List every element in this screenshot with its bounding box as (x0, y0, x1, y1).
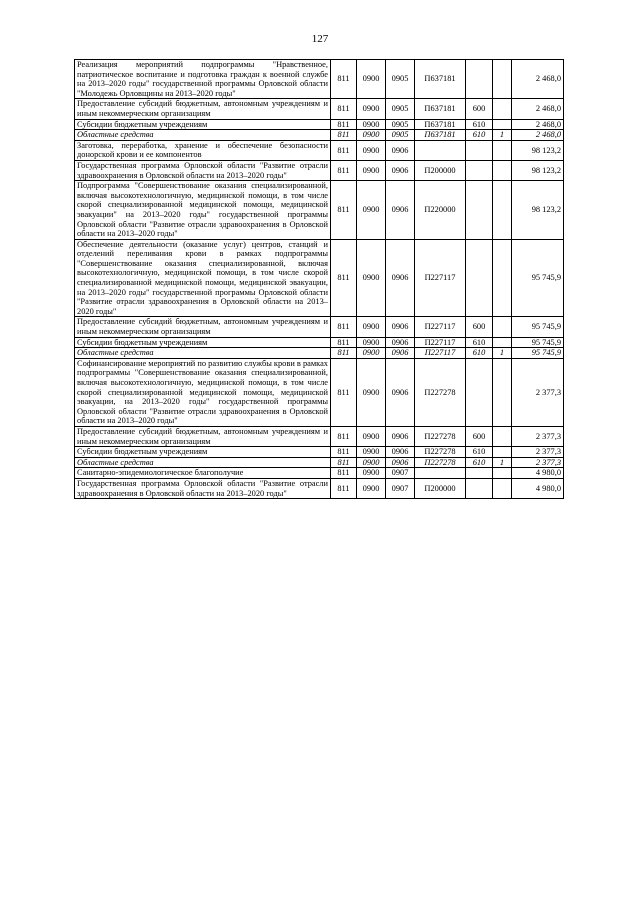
row-target-article-cell: П227117 (415, 317, 466, 337)
row-section-cell: 0900 (357, 99, 386, 119)
row-source-cell (493, 119, 512, 130)
table-row (75, 181, 564, 240)
row-section-cell: 0900 (357, 130, 386, 141)
row-target-article-cell: П220000 (415, 181, 466, 240)
row-amount-cell: 2 468,0 (512, 60, 564, 99)
row-target-article-cell: П227278 (415, 426, 466, 446)
row-source-cell: 1 (493, 130, 512, 141)
row-target-article-cell: П200000 (415, 160, 466, 180)
table-row (75, 348, 564, 359)
row-expense-type-cell: 610 (466, 337, 493, 348)
row-source-cell (493, 60, 512, 99)
row-grbs-cell: 811 (331, 337, 357, 348)
row-source-cell (493, 358, 512, 426)
row-grbs-cell: 811 (331, 447, 357, 458)
row-section-cell: 0900 (357, 358, 386, 426)
row-source-cell (493, 160, 512, 180)
table-row (75, 99, 564, 119)
row-source-cell (493, 181, 512, 240)
row-grbs-cell: 811 (331, 426, 357, 446)
row-amount-cell: 2 468,0 (512, 119, 564, 130)
row-expense-type-cell (466, 140, 493, 160)
row-expense-type-cell (466, 358, 493, 426)
row-name-cell: Государственная программа Орловской области "Развитие отрасли здравоохранения в Орловской области на 2013–2020 годы" (75, 478, 331, 498)
row-name-cell: Областные средства (75, 130, 331, 141)
row-section-cell: 0900 (357, 447, 386, 458)
row-grbs-cell: 811 (331, 457, 357, 468)
row-target-article-cell: П227117 (415, 239, 466, 317)
table-row (75, 337, 564, 348)
page-number: 127 (311, 33, 329, 45)
row-subsection-cell: 0906 (386, 181, 415, 240)
row-expense-type-cell (466, 181, 493, 240)
row-section-cell: 0900 (357, 337, 386, 348)
row-section-cell: 0900 (357, 478, 386, 498)
row-section-cell: 0900 (357, 426, 386, 446)
row-grbs-cell: 811 (331, 160, 357, 180)
row-target-article-cell: П637181 (415, 60, 466, 99)
row-subsection-cell: 0906 (386, 358, 415, 426)
row-section-cell: 0900 (357, 457, 386, 468)
row-name-cell: Субсидии бюджетным учреждениям (75, 119, 331, 130)
row-amount-cell: 98 123,2 (512, 160, 564, 180)
table-row (75, 358, 564, 426)
row-subsection-cell: 0906 (386, 447, 415, 458)
row-section-cell: 0900 (357, 181, 386, 240)
row-amount-cell: 98 123,2 (512, 140, 564, 160)
row-source-cell: 1 (493, 348, 512, 359)
row-expense-type-cell: 610 (466, 119, 493, 130)
row-name-cell: Областные средства (75, 348, 331, 359)
row-subsection-cell: 0906 (386, 140, 415, 160)
row-amount-cell: 2 377,3 (512, 457, 564, 468)
row-amount-cell: 2 468,0 (512, 130, 564, 141)
table-row (75, 119, 564, 130)
row-subsection-cell: 0906 (386, 426, 415, 446)
row-section-cell: 0900 (357, 140, 386, 160)
row-section-cell: 0900 (357, 468, 386, 479)
row-target-article-cell: П227278 (415, 457, 466, 468)
budget-table (74, 59, 564, 499)
row-expense-type-cell (466, 60, 493, 99)
row-name-cell: Санитарно-эпидемиологическое благополучие (75, 468, 331, 479)
table-row (75, 140, 564, 160)
row-name-cell: Реализация мероприятий подпрограммы "Нравственное, патриотическое воспитание и подготовка граждан к военной службе на 2013–2020 годы" государственной программы Орловской области "Молодежь Орловщины на 2013–2020 годы" (75, 60, 331, 99)
row-source-cell (493, 239, 512, 317)
row-target-article-cell: П637181 (415, 99, 466, 119)
row-grbs-cell: 811 (331, 60, 357, 99)
row-target-article-cell: П227278 (415, 447, 466, 458)
row-amount-cell: 2 377,3 (512, 447, 564, 458)
row-grbs-cell: 811 (331, 181, 357, 240)
table-row (75, 468, 564, 479)
row-subsection-cell: 0906 (386, 239, 415, 317)
row-name-cell: Государственная программа Орловской области "Развитие отрасли здравоохранения в Орловской области на 2013–2020 годы" (75, 160, 331, 180)
row-target-article-cell: П637181 (415, 119, 466, 130)
row-grbs-cell: 811 (331, 119, 357, 130)
row-amount-cell: 4 980,0 (512, 478, 564, 498)
row-target-article-cell: П227117 (415, 337, 466, 348)
row-section-cell: 0900 (357, 160, 386, 180)
row-expense-type-cell: 610 (466, 130, 493, 141)
row-name-cell: Предоставление субсидий бюджетным, автономным учреждениям и иным некоммерческим организациям (75, 426, 331, 446)
table-row (75, 447, 564, 458)
row-name-cell: Заготовка, переработка, хранение и обеспечение безопасности донорской крови и ее компонентов (75, 140, 331, 160)
row-section-cell: 0900 (357, 348, 386, 359)
row-target-article-cell (415, 468, 466, 479)
row-target-article-cell: П227278 (415, 358, 466, 426)
row-subsection-cell: 0906 (386, 160, 415, 180)
table-row (75, 426, 564, 446)
table-row (75, 457, 564, 468)
row-amount-cell: 95 745,9 (512, 239, 564, 317)
row-section-cell: 0900 (357, 317, 386, 337)
row-expense-type-cell (466, 468, 493, 479)
row-amount-cell: 95 745,9 (512, 348, 564, 359)
row-name-cell: Софинансирование мероприятий по развитию службы крови в рамках подпрограммы "Совершенствование оказания специализированной, включая высокотехнологичную, медицинской помощи, в том числе скорой специализированной медицинской помощи, медицинской эвакуации, на 2013–2020 годы" государственной программы Орловской области "Развитие отрасли здравоохранения в Орловской области на 2013–2020 годы" (75, 358, 331, 426)
table-row (75, 317, 564, 337)
row-name-cell: Субсидии бюджетным учреждениям (75, 447, 331, 458)
row-grbs-cell: 811 (331, 358, 357, 426)
row-subsection-cell: 0906 (386, 348, 415, 359)
row-expense-type-cell: 610 (466, 348, 493, 359)
row-grbs-cell: 811 (331, 130, 357, 141)
row-subsection-cell: 0905 (386, 130, 415, 141)
row-source-cell (493, 337, 512, 348)
table-row (75, 239, 564, 317)
row-subsection-cell: 0907 (386, 468, 415, 479)
row-name-cell: Подпрограмма "Совершенствование оказания специализированной, включая высокотехнологичную, медицинской помощи, в том числе скорой специализированной медицинской помощи, медицинской эвакуации" на 2013–2020 годы" государственной программы Орловской области "Развитие отрасли здравоохранения в Орловской области на 2013–2020 годы" (75, 181, 331, 240)
row-amount-cell: 98 123,2 (512, 181, 564, 240)
row-subsection-cell: 0905 (386, 119, 415, 130)
table-row (75, 478, 564, 498)
row-grbs-cell: 811 (331, 478, 357, 498)
row-source-cell (493, 317, 512, 337)
table-row (75, 60, 564, 99)
row-target-article-cell: П200000 (415, 478, 466, 498)
row-expense-type-cell: 610 (466, 447, 493, 458)
row-expense-type-cell (466, 478, 493, 498)
row-subsection-cell: 0907 (386, 478, 415, 498)
row-expense-type-cell: 600 (466, 99, 493, 119)
row-expense-type-cell (466, 160, 493, 180)
row-amount-cell: 95 745,9 (512, 317, 564, 337)
row-grbs-cell: 811 (331, 140, 357, 160)
row-source-cell (493, 426, 512, 446)
row-target-article-cell: П637181 (415, 130, 466, 141)
row-source-cell (493, 447, 512, 458)
row-source-cell (493, 478, 512, 498)
row-amount-cell: 95 745,9 (512, 337, 564, 348)
row-grbs-cell: 811 (331, 99, 357, 119)
row-amount-cell: 2 468,0 (512, 99, 564, 119)
row-amount-cell: 2 377,3 (512, 358, 564, 426)
row-section-cell: 0900 (357, 119, 386, 130)
row-name-cell: Предоставление субсидий бюджетным, автономным учреждениям и иным некоммерческим организациям (75, 99, 331, 119)
row-source-cell: 1 (493, 457, 512, 468)
row-grbs-cell: 811 (331, 239, 357, 317)
row-name-cell: Обеспечение деятельности (оказание услуг) центров, станций и отделений переливания крови в рамках подпрограммы "Совершенствование оказания специализированной, включая высокотехнологичную, медицинской помощи, в том числе скорой специализированной медицинской помощи, медицинской эвакуации, на 2013–2020 годы" государственной программы Орловской области "Развитие отрасли здравоохранения в Орловской области на 2013–2020 годы" (75, 239, 331, 317)
row-expense-type-cell: 600 (466, 426, 493, 446)
row-target-article-cell: П227117 (415, 348, 466, 359)
row-amount-cell: 4 980,0 (512, 468, 564, 479)
table-row (75, 130, 564, 141)
row-target-article-cell (415, 140, 466, 160)
row-name-cell: Субсидии бюджетным учреждениям (75, 337, 331, 348)
row-subsection-cell: 0905 (386, 60, 415, 99)
table-row (75, 160, 564, 180)
row-grbs-cell: 811 (331, 348, 357, 359)
row-subsection-cell: 0905 (386, 99, 415, 119)
row-section-cell: 0900 (357, 239, 386, 317)
table-body (75, 60, 564, 499)
row-amount-cell: 2 377,3 (512, 426, 564, 446)
row-name-cell: Областные средства (75, 457, 331, 468)
row-subsection-cell: 0906 (386, 317, 415, 337)
row-expense-type-cell: 600 (466, 317, 493, 337)
row-name-cell: Предоставление субсидий бюджетным, автономным учреждениям и иным некоммерческим организациям (75, 317, 331, 337)
row-grbs-cell: 811 (331, 317, 357, 337)
row-source-cell (493, 140, 512, 160)
row-source-cell (493, 468, 512, 479)
row-expense-type-cell: 610 (466, 457, 493, 468)
row-grbs-cell: 811 (331, 468, 357, 479)
row-source-cell (493, 99, 512, 119)
row-expense-type-cell (466, 239, 493, 317)
row-subsection-cell: 0906 (386, 337, 415, 348)
row-subsection-cell: 0906 (386, 457, 415, 468)
row-section-cell: 0900 (357, 60, 386, 99)
